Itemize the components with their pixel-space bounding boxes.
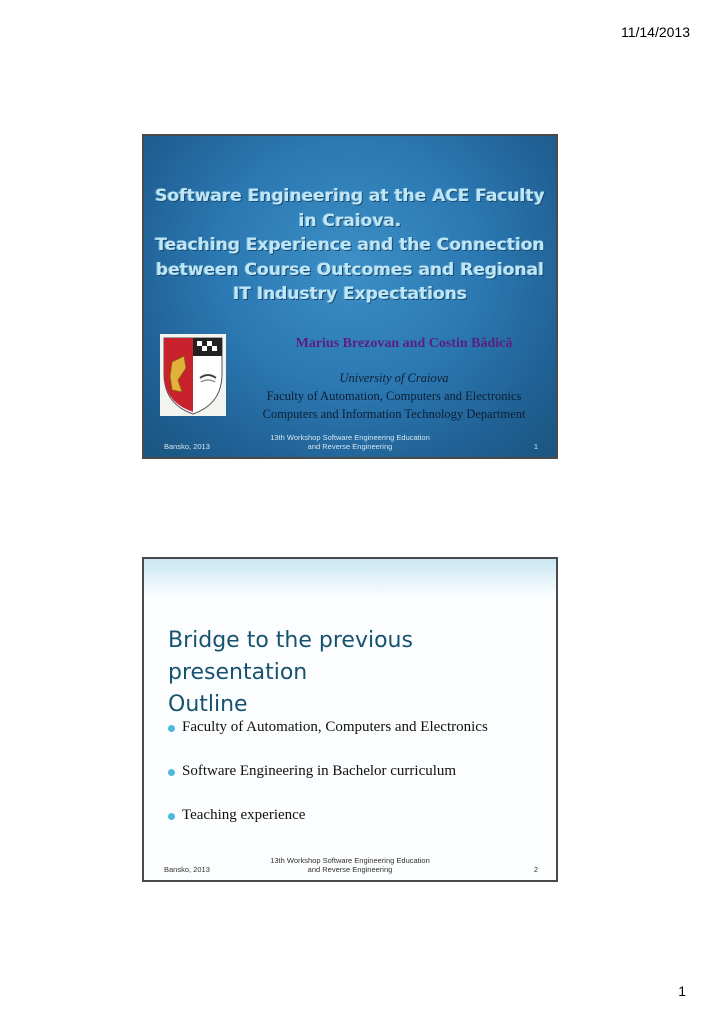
footer-event-line: and Reverse Engineering bbox=[307, 442, 393, 451]
footer-event-line: 13th Workshop Software Engineering Education bbox=[270, 433, 430, 442]
title-line: Teaching Experience and the Connection bbox=[155, 235, 545, 255]
footer-event bbox=[144, 433, 556, 451]
slide-footer bbox=[144, 852, 556, 876]
title-line: in Craiova. bbox=[298, 210, 402, 231]
title-line: IT Industry Expectations bbox=[233, 284, 467, 304]
list-item-text: Software Engineering in Bachelor curriculum bbox=[182, 763, 457, 779]
title-line: between Course Outcomes and Regional bbox=[156, 259, 544, 280]
footer-event-line: and Reverse Engineering bbox=[307, 865, 393, 874]
university-name: University of Craiova bbox=[339, 371, 449, 385]
slide-1 bbox=[142, 134, 558, 459]
print-date: 11/14/2013 bbox=[620, 24, 690, 40]
bullet-icon bbox=[168, 725, 175, 732]
list-item-text: Teaching experience bbox=[182, 807, 306, 823]
slide-number: 2 bbox=[533, 865, 538, 874]
list-item bbox=[166, 763, 546, 807]
faculty-name: Faculty of Automation, Computers and Electronics bbox=[266, 389, 522, 403]
slide-header-band bbox=[144, 559, 556, 597]
title-line: Software Engineering at the ACE Faculty bbox=[155, 186, 545, 206]
footer-location: Bansko, 2013 bbox=[164, 442, 210, 451]
heading-line: Bridge to the previous presentation bbox=[168, 628, 413, 685]
list-item bbox=[166, 807, 546, 851]
slide-number: 1 bbox=[533, 442, 538, 451]
authors: Marius Brezovan and Costin Bădică bbox=[295, 336, 513, 351]
department-name: Computers and Information Technology Department bbox=[262, 407, 526, 421]
slide-1-title bbox=[144, 184, 556, 307]
footer-event bbox=[144, 856, 556, 874]
list-item bbox=[166, 719, 546, 763]
bullet-icon bbox=[168, 813, 175, 820]
slide-footer bbox=[144, 429, 556, 453]
footer-location: Bansko, 2013 bbox=[164, 865, 210, 874]
bullet-icon bbox=[168, 769, 175, 776]
outline-list bbox=[166, 719, 546, 851]
university-crest-logo bbox=[160, 334, 226, 416]
affiliation bbox=[234, 369, 554, 423]
slide-2-heading bbox=[168, 625, 548, 721]
page-number: 1 bbox=[678, 983, 686, 999]
slide-2 bbox=[142, 557, 558, 882]
footer-event-line: 13th Workshop Software Engineering Education bbox=[270, 856, 430, 865]
heading-line: Outline bbox=[168, 692, 248, 717]
list-item-text: Faculty of Automation, Computers and Electronics bbox=[182, 719, 488, 735]
